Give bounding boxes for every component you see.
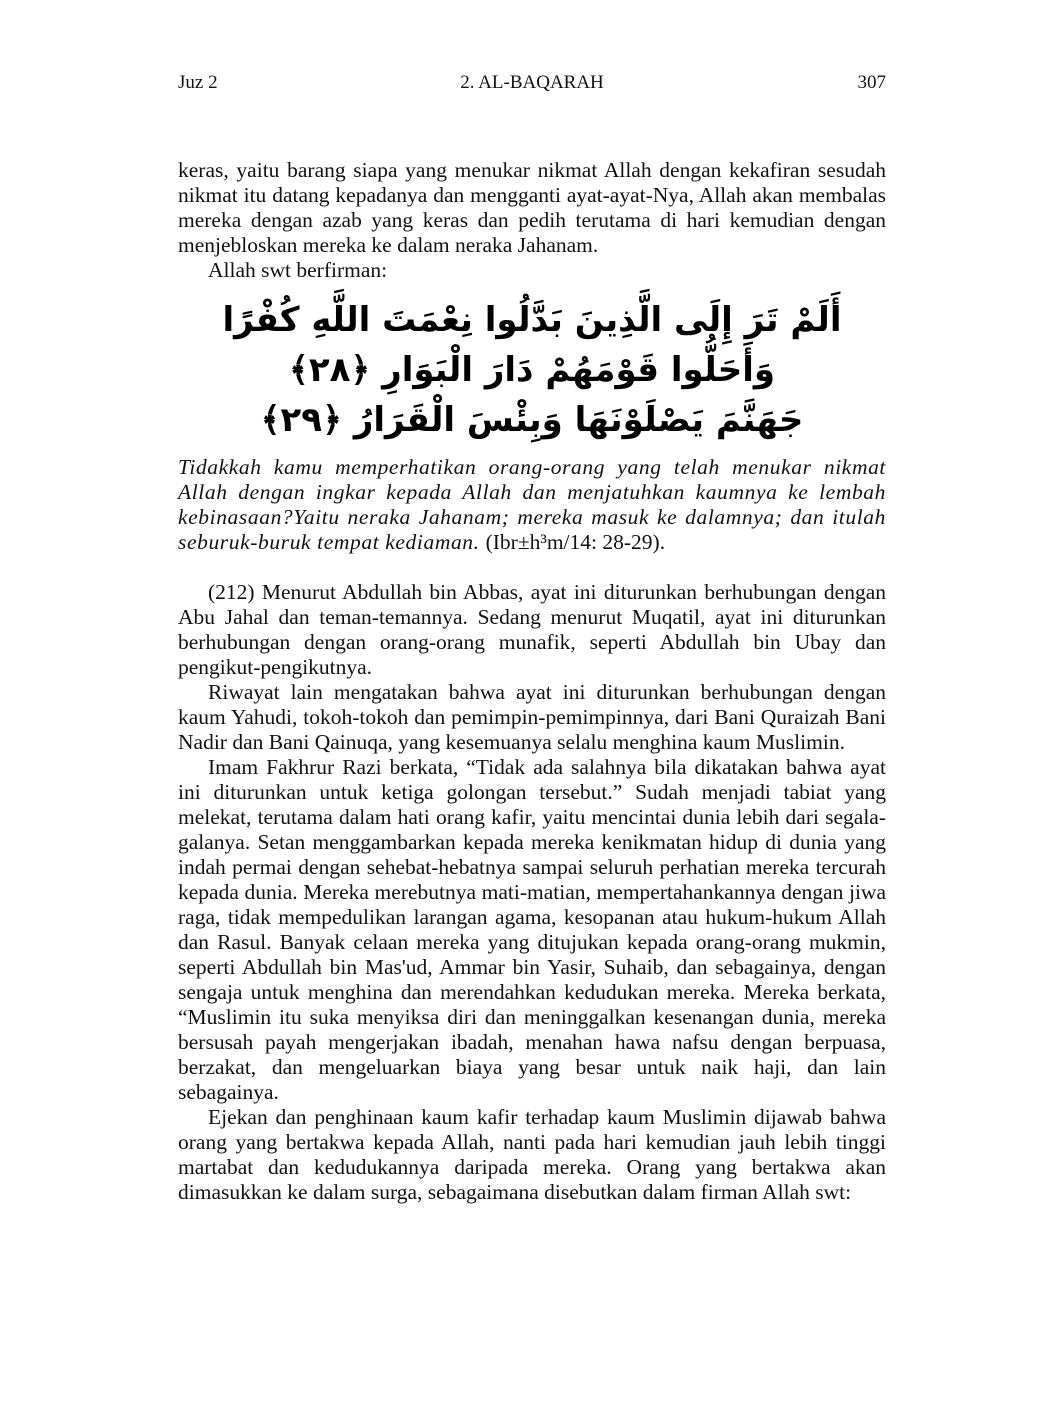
page-body [178,158,886,1205]
page-header [178,72,886,100]
translation-text: Tidakkah kamu memperhatikan orang-orang yang telah menukar nikmat Allah dengan ingkar kepada Allah dan menjatuhkan kaumnya ke lembah kebinasaan?Yaitu neraka Jahanam; mereka masuk ke dalamnya; dan itulah seburuk-buruk tempat kediaman. [178,455,886,554]
arabic-verse-line-2: جَهَنَّمَ يَصْلَوْنَهَا وَبِئْسَ الْقَرَارُ ﴿٢٩﴾ [260,400,804,440]
paragraph-continuation: keras, yaitu barang siapa yang menukar nikmat Allah dengan kekafiran sesudah nikmat itu datang kepadanya dan mengganti ayat-ayat-Nya, Allah akan membalas mereka dengan azab yang keras dan pedih terutama di hari kemudian dengan menjebloskan mereka ke dalam neraka Jahanam. [178,158,886,257]
arabic-verse-line-1: أَلَمْ تَرَ إِلَى الَّذِينَ بَدَّلُوا نِعْمَتَ اللَّهِ كُفْرًا وَأَحَلُّوا قَوْمَهُمْ دَارَ الْبَوَارِ ﴿٢٨﴾ [222,300,842,390]
surah-title: 2. AL-BAQARAH [460,72,604,93]
paragraph-riwayat: Riwayat lain mengatakan bahwa ayat ini diturunkan berhubungan dengan kaum Yahudi, tokoh-tokoh dan pemimpin-pemimpinnya, dari Bani Quraizah Bani Nadir dan Bani Qainuqa, yang kesemuanya selalu menghina kaum Muslimin. [178,680,886,754]
verse-intro: Allah swt berfirman: [208,258,388,282]
arabic-verse-block [178,295,886,445]
verse-translation [178,455,886,555]
paragraph-212: (212) Menurut Abdullah bin Abbas, ayat ini diturunkan berhubungan dengan Abu Jahal dan teman-temannya. Sedang menurut Muqatil, ayat ini diturunkan berhubungan dengan orang-orang munafik, seperti Abdullah bin Ubay dan pengikut-pengikutnya. [178,580,886,679]
section-gap [178,555,886,580]
juz-label: Juz 2 [178,72,218,93]
page-number: 307 [857,72,886,93]
paragraph-ejekan: Ejekan dan penghinaan kaum kafir terhadap kaum Muslimin dijawab bahwa orang yang bertakwa kepada Allah, nanti pada hari kemudian jauh lebih tinggi martabat dan kedudukannya daripada mereka. Orang yang bertakwa akan dimasukkan ke dalam surga, sebagaimana disebutkan dalam firman Allah swt: [178,1105,886,1204]
paragraph-fakhrur-razi: Imam Fakhrur Razi berkata, “Tidak ada salahnya bila dikatakan bahwa ayat ini diturunkan untuk ketiga golongan tersebut.” Sudah menjadi tabiat yang melekat, terutama dalam hati orang kafir, yaitu mencintai dunia lebih dari segala-galanya. Setan menggambarkan kepada mereka kenikmatan hidup di dunia yang indah permai dengan sehebat-hebatnya sampai seluruh perhatian mereka tercurah kepada dunia. Mereka merebutnya mati-matian, mempertahankannya dengan jiwa raga, tidak mempedulikan larangan agama, kesopanan atau hukum-hukum Allah dan Rasul. Banyak celaan mereka yang ditujukan kepada orang-orang mukmin, seperti Abdullah bin Mas'ud, Ammar bin Yasir, Suhaib, dan sebagainya, dengan sengaja untuk menghina dan merendahkan kedudukan mereka. Mereka berkata, “Muslimin itu suka menyiksa diri dan meninggalkan kesenangan dunia, mereka bersusah payah mengerjakan ibadah, menahan hawa nafsu dengan berpuasa, berzakat, dan mengeluarkan biaya yang besar untuk naik haji, dan lain sebagainya. [178,755,886,1104]
verse-reference: (Ibr±h³m/14: 28-29). [485,530,666,554]
